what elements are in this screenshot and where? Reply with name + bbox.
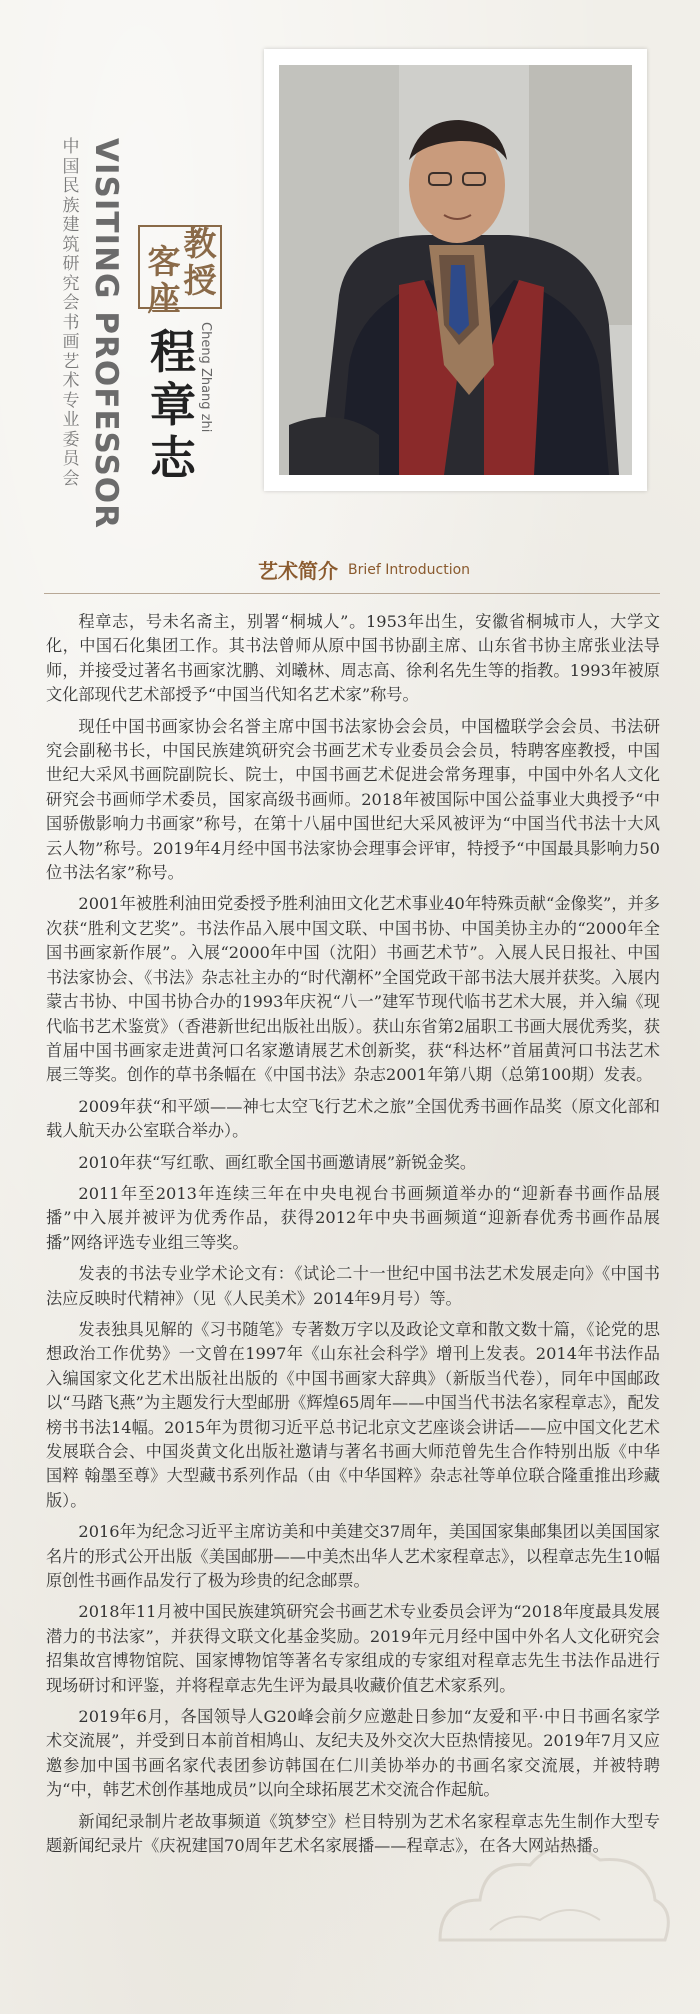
bio-paragraph: 发表的书法专业学术论文有：《试论二十一世纪中国书法艺术发展走向》《中国书法应反映时代精神》（见《人民美术》2014年9月号）等。 <box>46 1264 660 1308</box>
title-box <box>138 224 222 318</box>
heading-divider <box>44 593 660 594</box>
bio-paragraph: 2016年为纪念习近平主席访美和中美建交37周年，美国国家集邮集团以美国国家名片的形式公开出版《美国邮册——中美杰出华人艺术家程章志》，以程章志先生10幅原创性书画作品发行了极为珍贵的纪念邮票。 <box>46 1522 660 1591</box>
bio-paragraph: 现任中国书画家协会名誉主席中国书法家协会会员，中国楹联学会会员、书法研究会副秘书长，中国民族建筑研究会书画艺术专业委员会会员，特聘客座教授，中国世纪大采风书画院副院长、院士，中国书画艺术促进会常务理事，中国中外名人文化研究会书画师学术委员，国家高级书画师。2018年被国际中国公益事业大典授予“中国骄傲影响力书画家”称号，在第十八届中国世纪大采风被评为“中国当代书法十大风云人物”称号。2019年4月经中国书法家协会理事会评审，特授予“中国最具影响力50位书法名家”称号。 <box>46 716 660 883</box>
bio-paragraph: 2010年获“写红歌、画红歌全国书画邀请展”新锐金奖。 <box>78 1152 477 1172</box>
organization-vertical-text: 中国民族建筑研究会书画艺术专业委员会 <box>62 137 80 489</box>
title-col-2: 教授 <box>183 224 217 300</box>
visiting-professor-english: VISITING PROFESSOR <box>88 138 124 530</box>
bio-paragraph: 发表独具见解的《习书随笔》专著数万字以及政论文章和散文数十篇，《论党的思想政治工作优势》一文曾在1997年《山东社会科学》增刊上发表。2014年书法作品入编国家文化艺术出版社出版的《中国书画家大辞典》（新版当代卷），同年中国邮政以“马踏飞燕”为主题发行大型邮册《辉煌65周年——中国当代书法名家程章志》，配发榜书书法14幅。2015年为贯彻习近平总书记北京文艺座谈会讲话——应中国文化艺术发展联合会、中国炎黄文化出版社邀请与著名书画大师范曾先生合作特别出版《中华国粹 翰墨至尊》大型藏书系列作品（由《中华国粹》杂志社等单位联合隆重推出珍藏版）。 <box>46 1319 660 1510</box>
section-title-en: Brief Introduction <box>348 562 471 578</box>
person-name: 程章志 <box>150 325 196 485</box>
title-col-1: 客座 <box>147 242 181 318</box>
bio-paragraph: 程章志，号未名斋主，别署“桐城人”。1953年出生，安徽省桐城市人，大学文化，中国石化集团工作。其书法曾师从原中国书协副主席、山东省书协主席张业法导师，并接受过著名书画家沈鹏、刘曦林、周志高、徐利名先生等的指教。1993年被原文化部现代艺术部授予“中国当代知名艺术家”称号。 <box>46 612 660 705</box>
portrait-frame <box>264 49 647 491</box>
bio-paragraph: 2018年11月被中国民族建筑研究会书画艺术专业委员会评为“2018年度最具发展潜力的书法家”，并获得文联文化基金奖励。2019年元月经中国中外名人文化研究会招集故宫博物馆院、国家博物馆等著名专家组成的专家组对程章志先生书法作品进行现场研讨和评鉴，并将程章志先生评为最具收藏价值艺术家系列。 <box>46 1602 660 1695</box>
name-pinyin: Cheng Zhang zhi <box>198 322 213 433</box>
brief-introduction-heading <box>0 555 700 595</box>
portrait-illustration <box>279 65 632 475</box>
bio-paragraph: 2009年获“和平颂——神七太空飞行艺术之旅”全国优秀书画作品奖（原文化部和载人航天办公室联合举办）。 <box>46 1096 660 1141</box>
bio-paragraph: 2019年6月，各国领导人G20峰会前夕应邀赴日参加“友爱和平·中日书画名家学术交流展”，并受到日本前首相鸠山、友纪夫及外交次大臣热情接见。2019年7月又应邀参加中国书画名家代表团参访韩国在仁川美协举办的书画名家交流展，并被特聘为“中，韩艺术创作基地成员”以向全球拓展艺术交流合作起航。 <box>46 1707 660 1800</box>
portrait-photo <box>279 65 632 475</box>
section-title-zh: 艺术简介 <box>258 559 338 583</box>
biography-body <box>46 610 660 1859</box>
cloud-ornament-icon <box>420 1820 680 1970</box>
bio-paragraph: 2001年被胜利油田党委授予胜利油田文化艺术事业40年特殊贡献“金像奖”，并多次获“胜利文艺奖”。书法作品入展中国文联、中国书协、中国美协主办的“2000年全国书画家新作展”。入展“2000年中国（沈阳）书画艺术节”。入展人民日报社、中国书法家协会、《书法》杂志社主办的“时代潮杯”全国党政干部书法大展并获奖。入展内蒙古书协、中国书协合办的1993年庆祝“八一”建军节现代临书艺术大展，并入编《现代临书艺术鉴赏》（香港新世纪出版社出版）。获山东省第2届职工书画大展优秀奖，获首届中国书画家走进黄河口名家邀请展艺术创新奖，获“科达杯”首届黄河口书法艺术展三等奖。创作的草书条幅在《中国书法》杂志2001年第八期（总第100期）发表。 <box>46 894 660 1085</box>
bio-paragraph: 2011年至2013年连续三年在中央电视台书画频道举办的“迎新春书画作品展播”中入展并被评为优秀作品，获得2012年中央书画频道“迎新春优秀书画作品展播”网络评选专业组三等奖。 <box>46 1183 660 1252</box>
bio-paragraph: 新闻纪录制片老故事频道《筑梦空》栏目特别为艺术名家程章志先生制作大型专题新闻纪录片《庆祝建国70周年艺术名家展播——程章志》，在各大网站热播。 <box>46 1811 660 1856</box>
profile-header <box>0 0 700 530</box>
